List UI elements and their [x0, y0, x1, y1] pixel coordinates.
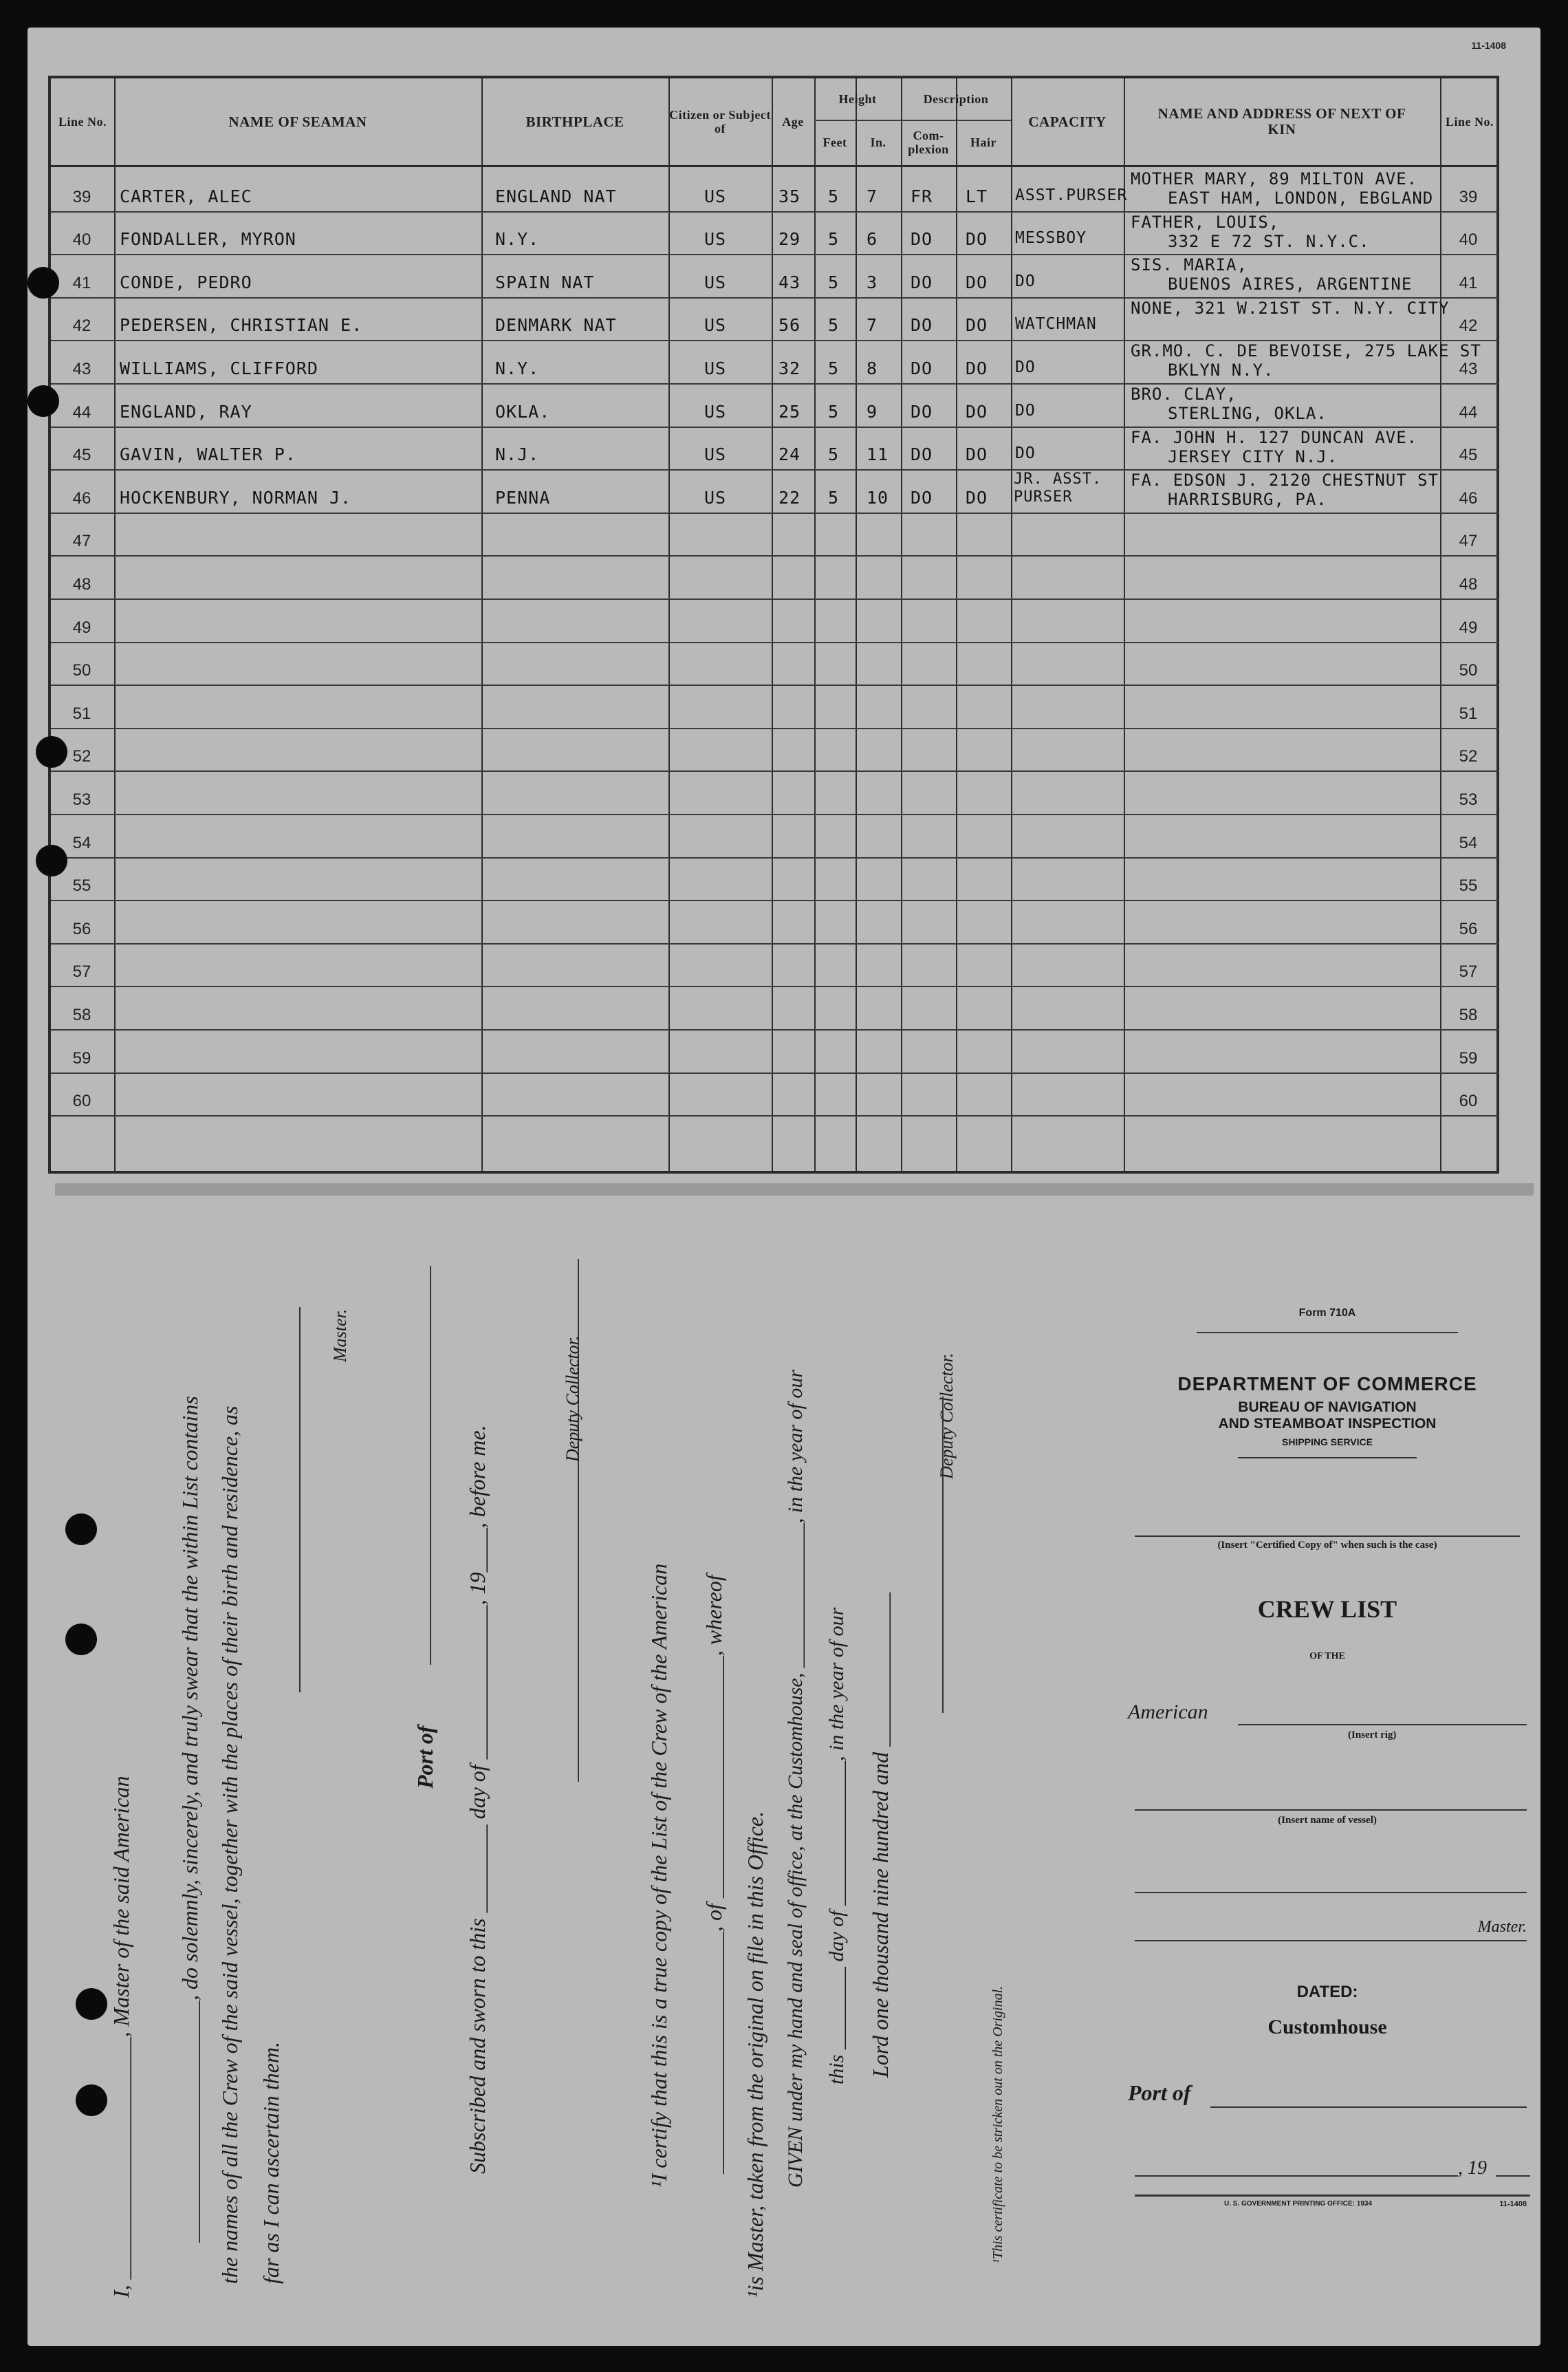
line-number-right: 56 [1459, 919, 1478, 938]
birthplace: N.Y. [495, 229, 540, 250]
age: 24 [778, 444, 801, 465]
next-of-kin-line-2: EAST HAM, LONDON, EBGLAND [1168, 188, 1434, 208]
header-description: Description [923, 92, 989, 106]
form-code-top: 11-1408 [1471, 40, 1506, 51]
cert-deputy: Deputy Collector. [937, 1352, 957, 1479]
cert-line-6: Lord one thousand nine hundred and ______________ [868, 1592, 893, 2078]
height-inches: 10 [867, 487, 889, 508]
line-number: 40 [72, 230, 91, 250]
line-number: 43 [72, 360, 91, 378]
row-divider [51, 642, 1499, 643]
line-number-right: 47 [1459, 532, 1478, 551]
complexion: FR [911, 186, 933, 206]
line-number: 57 [72, 962, 91, 982]
row-divider [51, 211, 1499, 213]
line-number-right: 51 [1459, 704, 1478, 723]
citizen: US [704, 272, 727, 292]
hair: DO [966, 487, 988, 508]
printer-note: U. S. GOVERNMENT PRINTING OFFICE: 1934 [1224, 2200, 1373, 2208]
height-inches: 3 [867, 272, 878, 292]
complexion: DO [911, 401, 933, 422]
line-number-right: 49 [1459, 618, 1478, 637]
line-number: 46 [72, 488, 91, 508]
capacity: JR. ASST. PURSER [1014, 471, 1102, 506]
row-divider [51, 1115, 1499, 1117]
height-feet: 5 [828, 401, 840, 422]
of-the-label: OF THE [1309, 1651, 1345, 1661]
line-number-right: 52 [1459, 747, 1478, 766]
next-of-kin-line-2: 332 E 72 ST. N.Y.C. [1168, 231, 1370, 251]
seaman-name: FONDALLER, MYRON [120, 229, 296, 250]
line-number-right: 60 [1459, 1092, 1478, 1111]
insert-name-note: (Insert name of vessel) [1278, 1815, 1377, 1826]
cover-master-label: Master. [1477, 1918, 1527, 1936]
birthplace: PENNA [495, 487, 551, 508]
height-inches: 8 [867, 358, 878, 378]
row-divider [51, 254, 1499, 255]
crew-list-sheet [28, 28, 1540, 2346]
hair: DO [966, 272, 988, 292]
line-number-right: 53 [1459, 790, 1478, 809]
line-number: 53 [72, 790, 91, 809]
line-number-right: 42 [1459, 316, 1478, 336]
line-number-right: 45 [1459, 446, 1478, 465]
customhouse-label: Customhouse [1267, 2016, 1387, 2038]
punch-hole [65, 1513, 97, 1545]
cover-code: 11-1408 [1499, 2200, 1527, 2208]
oath-subscribed: Subscribed and sworn to this ________ day of ______________, 19____, before me. [465, 1425, 490, 2174]
next-of-kin-line-1: FA. EDSON J. 2120 CHESTNUT ST [1131, 471, 1439, 490]
line-number-right: 48 [1459, 575, 1478, 594]
line-number: 52 [72, 747, 91, 766]
oath-line-1: I, ______________________, Master of the said American [109, 1776, 133, 2298]
birthplace: OKLA. [495, 401, 551, 422]
oath-line-3: the names of all the Crew of the said vessel, together with the places of their birth and residence, as [217, 1405, 242, 2284]
seaman-name: ENGLAND, RAY [120, 401, 252, 422]
punch-hole [36, 845, 67, 876]
hair: LT [966, 186, 988, 206]
cert-footnote: ¹This certificate to be stricken out on the Original. [990, 1985, 1005, 2263]
cert-line-1: ¹I certify that this is a true copy of the List of the Crew of the American [646, 1563, 671, 2188]
capacity: ASST.PURSER [1015, 186, 1128, 204]
height-feet: 5 [828, 444, 840, 465]
complexion: DO [911, 272, 933, 292]
line-number: 49 [72, 618, 91, 637]
line-number: 47 [72, 532, 91, 551]
cert-line-4: GIVEN under my hand and seal of office, at the Customhouse, ______________, in the year of our [784, 1369, 807, 2188]
height-feet: 5 [828, 315, 840, 336]
birthplace: SPAIN NAT [495, 272, 595, 292]
line-number: 56 [72, 919, 91, 938]
citizen: US [704, 186, 727, 206]
crew-list-title: CREW LIST [1257, 1595, 1397, 1623]
seaman-name: WILLIAMS, CLIFFORD [120, 358, 318, 378]
age: 29 [778, 229, 801, 250]
capacity: MESSBOY [1015, 229, 1087, 248]
next-of-kin-line-1: FATHER, LOUIS, [1131, 212, 1280, 232]
header-age: Age [782, 115, 804, 129]
row-divider [51, 599, 1499, 600]
next-of-kin-line-1: NONE, 321 W.21ST ST. N.Y. CITY [1131, 298, 1450, 318]
seaman-name: CARTER, ALEC [120, 186, 252, 206]
next-of-kin-line-1: GR.MO. C. DE BEVOISE, 275 LAKE ST [1131, 341, 1481, 361]
line-number: 50 [72, 661, 91, 680]
header-capacity: CAPACITY [1028, 113, 1107, 130]
line-number: 39 [72, 187, 91, 206]
line-number: 58 [72, 1006, 91, 1024]
header-line-no-right: Line No. [1445, 115, 1494, 129]
header-line-no: Line No. [58, 115, 107, 129]
line-number-right: 40 [1459, 230, 1478, 250]
line-number: 54 [72, 833, 91, 852]
row-divider [51, 770, 1499, 772]
oath-port-of: Port of [413, 1725, 437, 1789]
age: 43 [778, 272, 801, 292]
complexion: DO [911, 315, 933, 336]
height-inches: 7 [867, 315, 878, 336]
capacity: WATCHMAN [1015, 315, 1097, 334]
row-divider [51, 1072, 1499, 1074]
line-number-right: 44 [1459, 402, 1478, 422]
oath-line-2: ______________________, do solemnly, sincerely, and truly swear that the within List contains [177, 1396, 202, 2243]
height-feet: 5 [828, 487, 840, 508]
line-number: 48 [72, 575, 91, 594]
line-number: 44 [72, 402, 91, 422]
insert-rig-note: (Insert rig) [1348, 1729, 1397, 1740]
dated-label: DATED: [1296, 1983, 1358, 2001]
line-number: 41 [72, 273, 91, 292]
line-number: 55 [72, 876, 91, 896]
hair: DO [966, 315, 988, 336]
height-feet: 5 [828, 358, 840, 378]
citizen: US [704, 315, 727, 336]
complexion: DO [911, 444, 933, 465]
next-of-kin-line-2: HARRISBURG, PA. [1168, 490, 1327, 510]
height-inches: 9 [867, 401, 878, 422]
line-number-right: 57 [1459, 962, 1478, 982]
birthplace: N.Y. [495, 358, 540, 378]
birthplace: ENGLAND NAT [495, 186, 617, 206]
age: 22 [778, 487, 801, 508]
bureau-line-1: BUREAU OF NAVIGATION [1238, 1399, 1417, 1415]
line-number-right: 46 [1459, 488, 1478, 508]
row-divider [51, 684, 1499, 686]
header-feet: Feet [823, 136, 847, 149]
row-divider [51, 857, 1499, 859]
seaman-name: PEDERSEN, CHRISTIAN E. [120, 315, 363, 336]
capacity: DO [1015, 444, 1036, 463]
row-divider [51, 814, 1499, 815]
american-label: American [1128, 1701, 1208, 1723]
punch-hole [28, 267, 59, 299]
line-number: 42 [72, 316, 91, 336]
department-title: DEPARTMENT OF COMMERCE [1177, 1373, 1477, 1394]
row-divider [51, 555, 1499, 557]
hair: DO [966, 229, 988, 250]
hair: DO [966, 401, 988, 422]
height-inches: 11 [867, 444, 889, 465]
row-divider [51, 383, 1499, 385]
age: 56 [778, 315, 801, 336]
header-citizen: Citizen or Subject of [669, 108, 771, 136]
header-inches: In. [870, 136, 886, 149]
line-number-right: 43 [1459, 360, 1478, 378]
hair: DO [966, 444, 988, 465]
citizen: US [704, 487, 727, 508]
next-of-kin-line-2: BKLYN N.Y. [1168, 360, 1274, 380]
header-height: Height [838, 92, 877, 106]
next-of-kin-line-1: MOTHER MARY, 89 MILTON AVE. [1131, 169, 1418, 188]
line-number: 51 [72, 704, 91, 723]
oath-line-4: far as I can ascertain them. [259, 2042, 283, 2284]
oath-master: Master. [330, 1308, 350, 1362]
age: 25 [778, 401, 801, 422]
punch-hole [76, 2084, 107, 2116]
complexion: DO [911, 229, 933, 250]
cover-year: , 19 [1458, 2157, 1487, 2179]
line-number: 60 [72, 1092, 91, 1111]
line-number-right: 55 [1459, 876, 1478, 896]
hair: DO [966, 358, 988, 378]
page-fold [55, 1183, 1534, 1196]
birthplace: DENMARK NAT [495, 315, 617, 336]
cert-line-5: this ________ day of ______________, in the year of our [825, 1607, 848, 2084]
header-birthplace: BIRTHPLACE [525, 113, 624, 130]
citizen: US [704, 358, 727, 378]
next-of-kin-line-1: FA. JOHN H. 127 DUNCAN AVE. [1131, 427, 1418, 447]
next-of-kin-line-1: SIS. MARIA, [1131, 255, 1248, 275]
line-number-right: 54 [1459, 833, 1478, 852]
age: 32 [778, 358, 801, 378]
height-feet: 5 [828, 229, 840, 250]
insert-certified-note: (Insert "Certified Copy of" when such is the case) [1217, 1540, 1437, 1551]
row-divider [51, 986, 1499, 987]
capacity: DO [1015, 358, 1036, 376]
next-of-kin-line-2: STERLING, OKLA. [1168, 404, 1327, 423]
punch-hole [28, 385, 59, 417]
citizen: US [704, 444, 727, 465]
line-number-right: 59 [1459, 1048, 1478, 1068]
crew-ledger-table [48, 76, 1499, 1174]
height-inches: 6 [867, 229, 878, 250]
shipping-service: SHIPPING SERVICE [1281, 1436, 1373, 1447]
form-number: Form 710A [1298, 1307, 1356, 1319]
cert-line-2: ______________________, of ______________________, whereof [701, 1575, 726, 2174]
bureau-line-2: AND STEAMBOAT INSPECTION [1218, 1416, 1437, 1432]
line-number-right: 58 [1459, 1006, 1478, 1024]
next-of-kin-line-2: BUENOS AIRES, ARGENTINE [1168, 274, 1413, 294]
seaman-name: CONDE, PEDRO [120, 272, 252, 292]
height-feet: 5 [828, 186, 840, 206]
line-number: 59 [72, 1048, 91, 1068]
line-number: 45 [72, 446, 91, 465]
header-name: NAME OF SEAMAN [228, 113, 367, 130]
punch-hole [76, 1988, 107, 2020]
row-divider [51, 1029, 1499, 1031]
citizen: US [704, 401, 727, 422]
line-number-right: 39 [1459, 187, 1478, 206]
punch-hole [65, 1624, 97, 1655]
next-of-kin-line-1: BRO. CLAY, [1131, 385, 1237, 404]
row-divider [51, 513, 1499, 514]
seaman-name: HOCKENBURY, NORMAN J. [120, 487, 352, 508]
height-inches: 7 [867, 186, 878, 206]
birthplace: N.J. [495, 444, 540, 465]
cover-panel [1121, 1307, 1534, 2250]
age: 35 [778, 186, 801, 206]
oath-deputy: Deputy Collector. [563, 1335, 582, 1462]
capacity: DO [1015, 272, 1036, 290]
header-hair: Hair [970, 136, 997, 149]
capacity: DO [1015, 401, 1036, 420]
complexion: DO [911, 358, 933, 378]
punch-hole [36, 736, 67, 768]
seaman-name: GAVIN, WALTER P. [120, 444, 296, 465]
header-complexion: Com-plexion [908, 129, 949, 156]
cert-line-3: ¹is Master, taken from the original on file in this Office. [743, 1811, 767, 2298]
cover-port-of: Port of [1128, 2080, 1191, 2105]
line-number-right: 50 [1459, 661, 1478, 680]
line-number-right: 41 [1459, 273, 1478, 292]
row-divider [51, 728, 1499, 729]
header-next-of-kin: NAME AND ADDRESS OF NEXT OF KIN [1157, 105, 1406, 138]
row-divider [51, 900, 1499, 901]
citizen: US [704, 229, 727, 250]
next-of-kin-line-2: JERSEY CITY N.J. [1168, 446, 1338, 466]
height-feet: 5 [828, 272, 840, 292]
row-divider [51, 943, 1499, 945]
complexion: DO [911, 487, 933, 508]
